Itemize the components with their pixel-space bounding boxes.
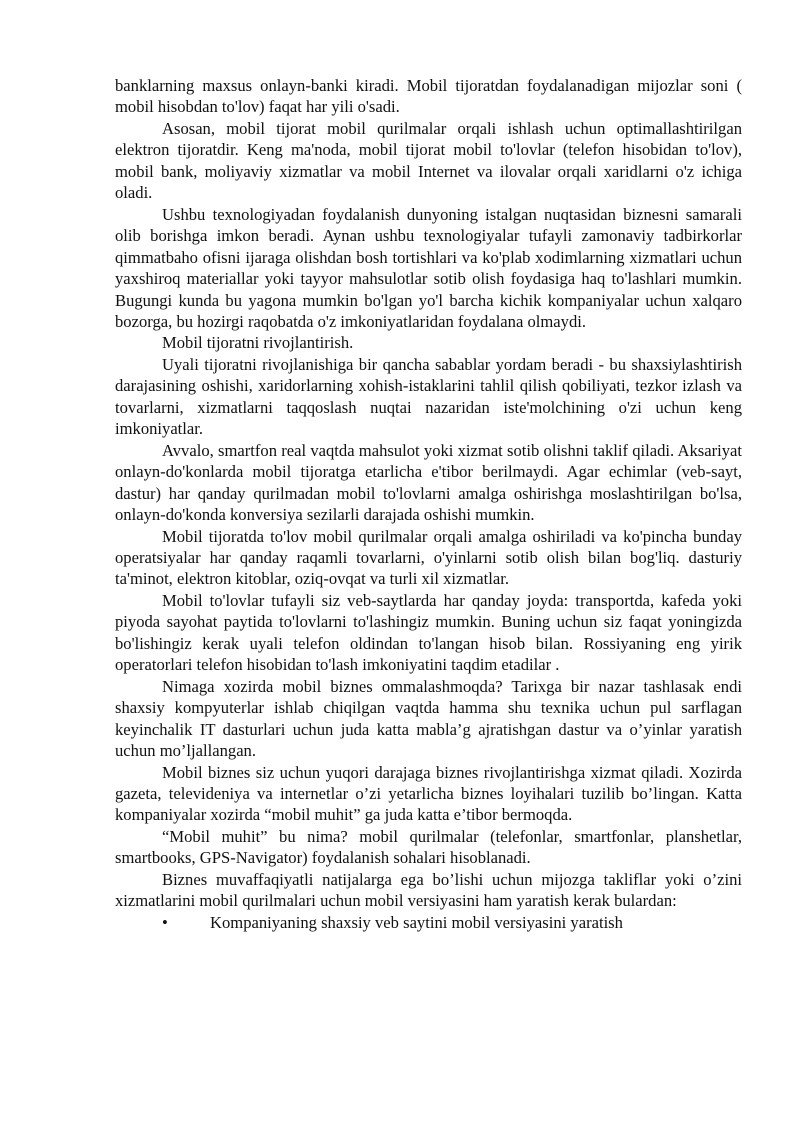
paragraph: Uyali tijoratni rivojlanishiga bir qancha sabablar yordam beradi - bu shaxsiylashtirish darajasining oshishi, xaridorlarning xohish-istaklarini tahlil qilish qobiliyati, tezkor izlash va tovarlarni, xizmatlarni taqqoslash nuqtai nazaridan iste'molchining o'zi uchun keng imkoniyatlar. [115, 354, 742, 439]
bullet-icon: • [162, 912, 168, 932]
list-item-text: Kompaniyaning shaxsiy veb saytini mobil versiyasini yaratish [210, 912, 623, 932]
paragraph: Mobil to'lovlar tufayli siz veb-saytlarda har qanday joyda: transportda, kafeda yoki piyoda sayohat paytida to'lovlarni to'lashingiz mumkin. Buning uchun siz faqat yoningizda bo'lishingiz kerak uyali telefon oldindan to'langan hisob bilan. Rossiyaning eng yirik operatorlari telefon hisobidan to'lash imkoniyatini taqdim etadilar . [115, 590, 742, 675]
paragraph: Avvalo, smartfon real vaqtda mahsulot yoki xizmat sotib olishni taklif qiladi. Aksariyat onlayn-do'konlarda mobil tijoratga etarlicha e'tibor berilmaydi. Agar echimlar (veb-sayt, dastur) har qanday qurilmadan mobil to'lovlarni amalga oshirishga moslashtirilgan bo'lsa, onlayn-do'konda konversiya sezilarli darajada oshishi mumkin. [115, 440, 742, 525]
paragraph: Mobil tijoratda to'lov mobil qurilmalar orqali amalga oshiriladi va ko'pincha bunday operatsiyalar har qanday raqamli tovarlarni, o'yinlarni sotib olish bilan bog'liq. dasturiy ta'minot, elektron kitoblar, oziq-ovqat va turli xil xizmatlar. [115, 526, 742, 589]
section-heading: Mobil tijoratni rivojlantirish. [162, 333, 354, 353]
paragraph: Ushbu texnologiyadan foydalanish dunyoning istalgan nuqtasidan biznesni samarali olib borishga imkon beradi. Aynan ushbu texnologiyalar tufayli zamonaviy tadbirkorlar qimmatbaho ofisni ijaraga olishdan bosh tortishlari va ko'plab xodimlarning xizmatlari uchun yaxshiroq materiallar yoki tayyor mahsulotlar sotib olish foydasiga haq to'lashlari mumkin. Bugungi kunda bu yagona mumkin bo'lgan yo'l barcha kichik kompaniyalar uchun xalqaro bozorga, bu hozirgi raqobatda o'z imkoniyatlaridan foydalana olmaydi. [115, 204, 742, 331]
paragraph: Nimaga xozirda mobil biznes ommalashmoqda? Tarixga bir nazar tashlasak endi shaxsiy kompyuterlar ishlab chiqilgan vaqtda hamma shu texnika uchun pul sarflagan keyinchalik IT dasturlari uchun juda katta mabla’g ajratishgan dastur va o’yinlar yaratish uchun mo’ljallangan. [115, 676, 742, 761]
paragraph: Mobil biznes siz uchun yuqori darajaga biznes rivojlantirishga xizmat qiladi. Xozirda gazeta, televideniya va internetlar o’zi yetarlicha biznes loyihalari tuzilib bo’lingan. Katta kompaniyalar xozirda “mobil muhit” ga juda katta e’tibor bermoqda. [115, 762, 742, 825]
paragraph: “Mobil muhit” bu nima? mobil qurilmalar (telefonlar, smartfonlar, planshetlar, smartbooks, GPS-Navigator) foydalanish sohalari hisoblanadi. [115, 826, 742, 868]
paragraph: Asosan, mobil tijorat mobil qurilmalar orqali ishlash uchun optimallashtirilgan elektron tijoratdir. Keng ma'noda, mobil tijorat mobil to'lovlar (telefon hisobidan to'lov), mobil bank, moliyaviy xizmatlar va mobil Internet va ilovalar orqali xaridlarni o'z ichiga oladi. [115, 118, 742, 203]
paragraph: Biznes muvaffaqiyatli natijalarga ega bo’lishi uchun mijozga takliflar yoki o’zini xizmatlarini mobil qurilmalari uchun mobil versiyasini ham yaratish kerak bulardan: [115, 869, 742, 911]
document-body [115, 75, 742, 933]
paragraph: banklarning maxsus onlayn-banki kiradi. Mobil tijoratdan foydalanadigan mijozlar soni ( mobil hisobdan to'lov) faqat har yili o'sadi. [115, 76, 742, 117]
list-item [115, 912, 742, 933]
